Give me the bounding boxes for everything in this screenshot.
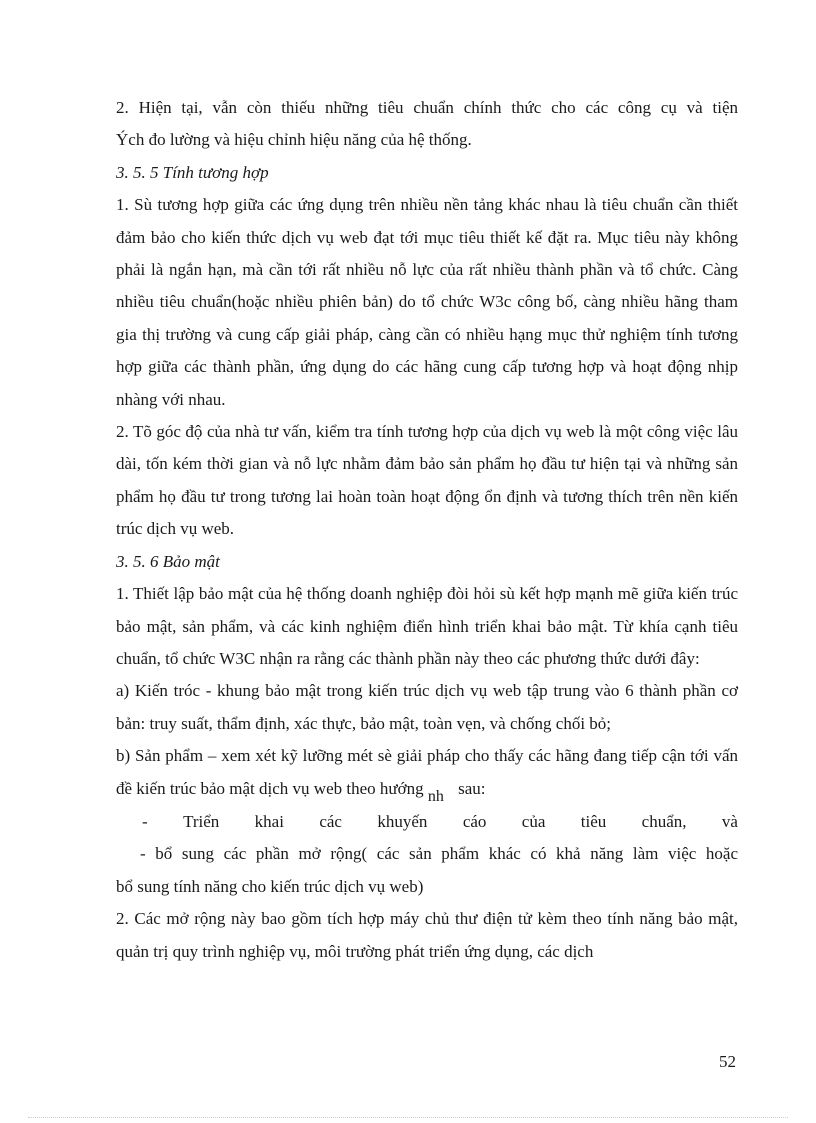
dash-word: của — [521, 811, 546, 831]
page-bottom-border — [28, 1117, 788, 1118]
paragraph-7: - bổ sung các phần mở rộng( các sản phẩm khác có khả năng làm việc hoặc — [140, 844, 738, 864]
paragraph-8: 2. Các mở rộng này bao gồm tích hợp máy chủ thư điện tử kèm theo tính năng bảo mật, quản trị quy trình nghiệp vụ, môi trường phát triển ứng dụng, các dịch — [116, 909, 738, 961]
dash-word: tiêu — [580, 811, 607, 831]
dash-word: và — [721, 811, 738, 831]
paragraph-6-text: b) Sản phẩm – xem xét kỹ lưỡng mét sè giải pháp cho thấy các hãng đang tiếp cận tới vấn đề kiến trúc bảo mật dịch vụ web theo hướng — [116, 746, 738, 798]
paragraph-6-end: sau: — [458, 778, 486, 798]
dash-word: cáo — [462, 811, 487, 831]
paragraph-1-cont: Ých đo lường và hiệu chỉnh hiệu năng của hệ thống. — [116, 130, 472, 150]
paragraph-1: 2. Hiện tại, vẫn còn thiếu những tiêu chuẩn chính thức cho các công cụ và tiện — [116, 98, 738, 117]
paragraph-2: 1. Sù tương hợp giữa các ứng dụng trên nhiều nền tảng khác nhau là tiêu chuẩn cần thiết đảm bảo cho kiến thức dịch vụ web đạt tới mục tiêu thiết kế đặt ra. Mục tiêu này không phải là ngắn hạn, mà cần tới rất nhiều nỗ lực của rất nhiều thành phần và tổ chức. Càng nhiều tiêu chuẩn(hoặc nhiều phiên bản) do tổ chức W3c công bố, càng nhiều hãng tham gia thị trường và cung cấp giải pháp, càng cần có nhiều hạng mục thử nghiệm tính tương hợp giữa các thành phần, ứng dụng do các hãng cung cấp tương hợp và hoạt động nhịp nhàng với nhau. — [116, 195, 738, 409]
dash-word: chuẩn, — [641, 811, 687, 831]
dash-word: Triển — [183, 811, 220, 831]
paragraph-7-cont: bổ sung tính năng cho kiến trúc dịch vụ web) — [116, 876, 424, 896]
dash-word: khuyến — [377, 811, 428, 831]
dash-word: - — [142, 811, 148, 831]
paragraph-3: 2. Tõ góc độ của nhà tư vấn, kiểm tra tính tương hợp của dịch vụ web là một công việc lâu dài, tốn kém thời gian và nỗ lực nhằm đảm bảo sản phẩm họ đầu tư hiện tại và những sản phẩm họ đầu tư trong tương lai hoàn toàn hoạt động ổn định và tương thích trên nền kiến trúc dịch vụ web. — [116, 422, 738, 539]
page-number: 52 — [719, 1052, 736, 1071]
section-heading-compatibility: 3. 5. 5 Tính tương hợp — [116, 162, 269, 182]
paragraph-6-fragment: nh — [427, 787, 444, 805]
document-body — [116, 92, 738, 968]
paragraph-6 — [116, 740, 738, 806]
paragraph-5: a) Kiến tróc - khung bảo mật trong kiến trúc dịch vụ web tập trung vào 6 thành phần cơ bản: truy suất, thẩm định, xác thực, bảo mật, toàn vẹn, và chống chối bỏ; — [116, 681, 738, 733]
section-heading-security: 3. 5. 6 Bảo mật — [116, 551, 220, 571]
dash-word: các — [319, 811, 342, 831]
paragraph-4: 1. Thiết lập bảo mật của hệ thống doanh nghiệp đòi hỏi sù kết hợp mạnh mẽ giữa kiến trúc bảo mật, sản phẩm, và các kinh nghiệm điển hình triển khai bảo mật. Từ khía cạnh tiêu chuẩn, tổ chức W3C nhận ra rằng các thành phần này theo các phương thức dưới đây: — [116, 584, 738, 668]
dash-word: khai — [254, 811, 284, 831]
